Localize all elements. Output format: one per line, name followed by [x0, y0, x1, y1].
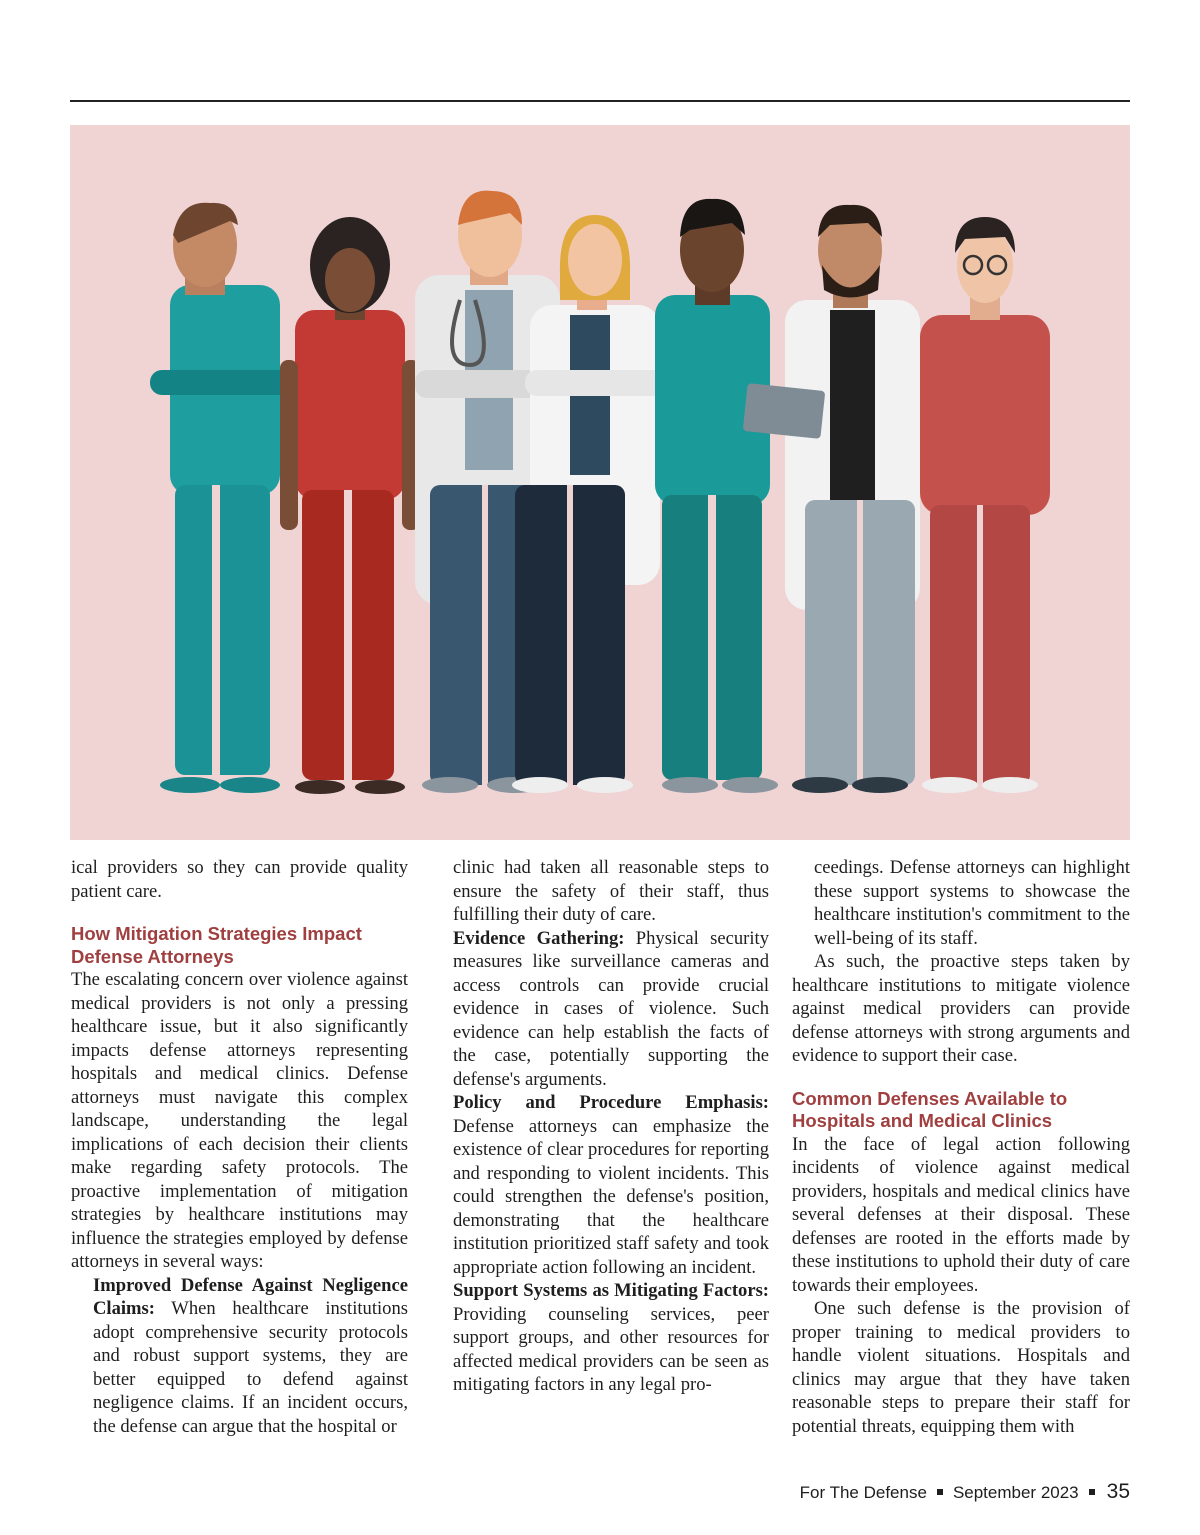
paragraph: The escalating concern over violence against medical providers is not only a pressing healthcare issue, but it also significantly impacts defense attorneys representing hospitals and medical clinics. Defense attorneys must navigate this complex landscape, understanding the legal implications of each decision their clients make regarding safety protocols. The proactive implementation of mitigation strategies by healthcare institutions may influence the strategies employed by defense attorneys in several ways:: [71, 969, 408, 1272]
list-item: [453, 1279, 769, 1397]
paragraph: One such defense is the provision of proper training to medical providers to handle violent situations. Hospitals and clinics may argue that they have taken reasonable steps to prepare their staff for potential threats, equipping them with: [792, 1298, 1130, 1437]
page-number: 35: [1106, 1480, 1130, 1503]
publication-name: For The Defense: [799, 1483, 927, 1502]
list-item-text: Providing counseling services, peer support groups, and other resources for affected medical providers can be seen as mitigating factors in any legal pro-: [453, 1303, 769, 1395]
section-heading: Common Defenses Available to Hospitals and Medical Clinics: [792, 1087, 1068, 1131]
list-item-term: Policy and Procedure Emphasis:: [453, 1092, 769, 1113]
section-heading: How Mitigation Strategies Impact Defense Attorneys: [71, 923, 362, 967]
column-2: [453, 856, 769, 1397]
list-item-term: Support Systems as Mitigating Factors:: [453, 1280, 769, 1301]
paragraph: clinic had taken all reasonable steps to ensure the safety of their staff, thus fulfilling their duty of care.: [453, 857, 769, 925]
paragraph: ical providers so they can provide quality patient care.: [71, 857, 408, 902]
list-item-text: Defense attorneys can emphasize the existence of clear procedures for reporting and responding to violent incidents. This could strengthen the defense's position, demonstrating that the healthcare institution prioritized staff safety and took appropriate action following an incident.: [453, 1115, 769, 1278]
paragraph: As such, the proactive steps taken by healthcare institutions to mitigate violence against medical providers can provide defense attorneys with strong arguments and evidence to support their case.: [792, 951, 1130, 1066]
page-footer: [800, 1480, 1130, 1504]
list-item: [453, 927, 769, 1092]
paragraph: In the face of legal action following incidents of violence against medical providers, hospitals and medical clinics have several defenses at their disposal. These defenses are rooted in the efforts made by these institutions to uphold their duty of care towards their employees.: [792, 1133, 1130, 1296]
paragraph: ceedings. Defense attorneys can highlight these support systems to showcase the healthcare institution's commitment to the well-being of its staff.: [814, 857, 1130, 949]
column-1: [71, 856, 408, 1438]
column-3: [792, 856, 1130, 1438]
issue-date: September 2023: [952, 1483, 1079, 1502]
list-item-text: Physical security measures like surveillance cameras and access controls can provide crucial evidence in cases of violence. Such evidence can help establish the facts of the case, potentially supporting the defense's arguments.: [453, 927, 770, 1090]
footer-separator: [1089, 1489, 1095, 1495]
healthcare-workers-illustration: [70, 125, 1130, 840]
footer-separator: [937, 1489, 943, 1495]
list-item-text: When healthcare institutions adopt comprehensive security protocols and robust support systems, they are better equipped to defend against negligence claims. If an incident occurs, the defense can argue that the hospital or: [93, 1298, 408, 1437]
list-item: [71, 1274, 408, 1439]
list-item-term: Improved Defense Against Negligence Claims:: [93, 1274, 408, 1319]
list-item: [453, 1091, 769, 1279]
top-rule: [70, 100, 1130, 102]
list-item-term: Evidence Gathering:: [453, 927, 625, 949]
